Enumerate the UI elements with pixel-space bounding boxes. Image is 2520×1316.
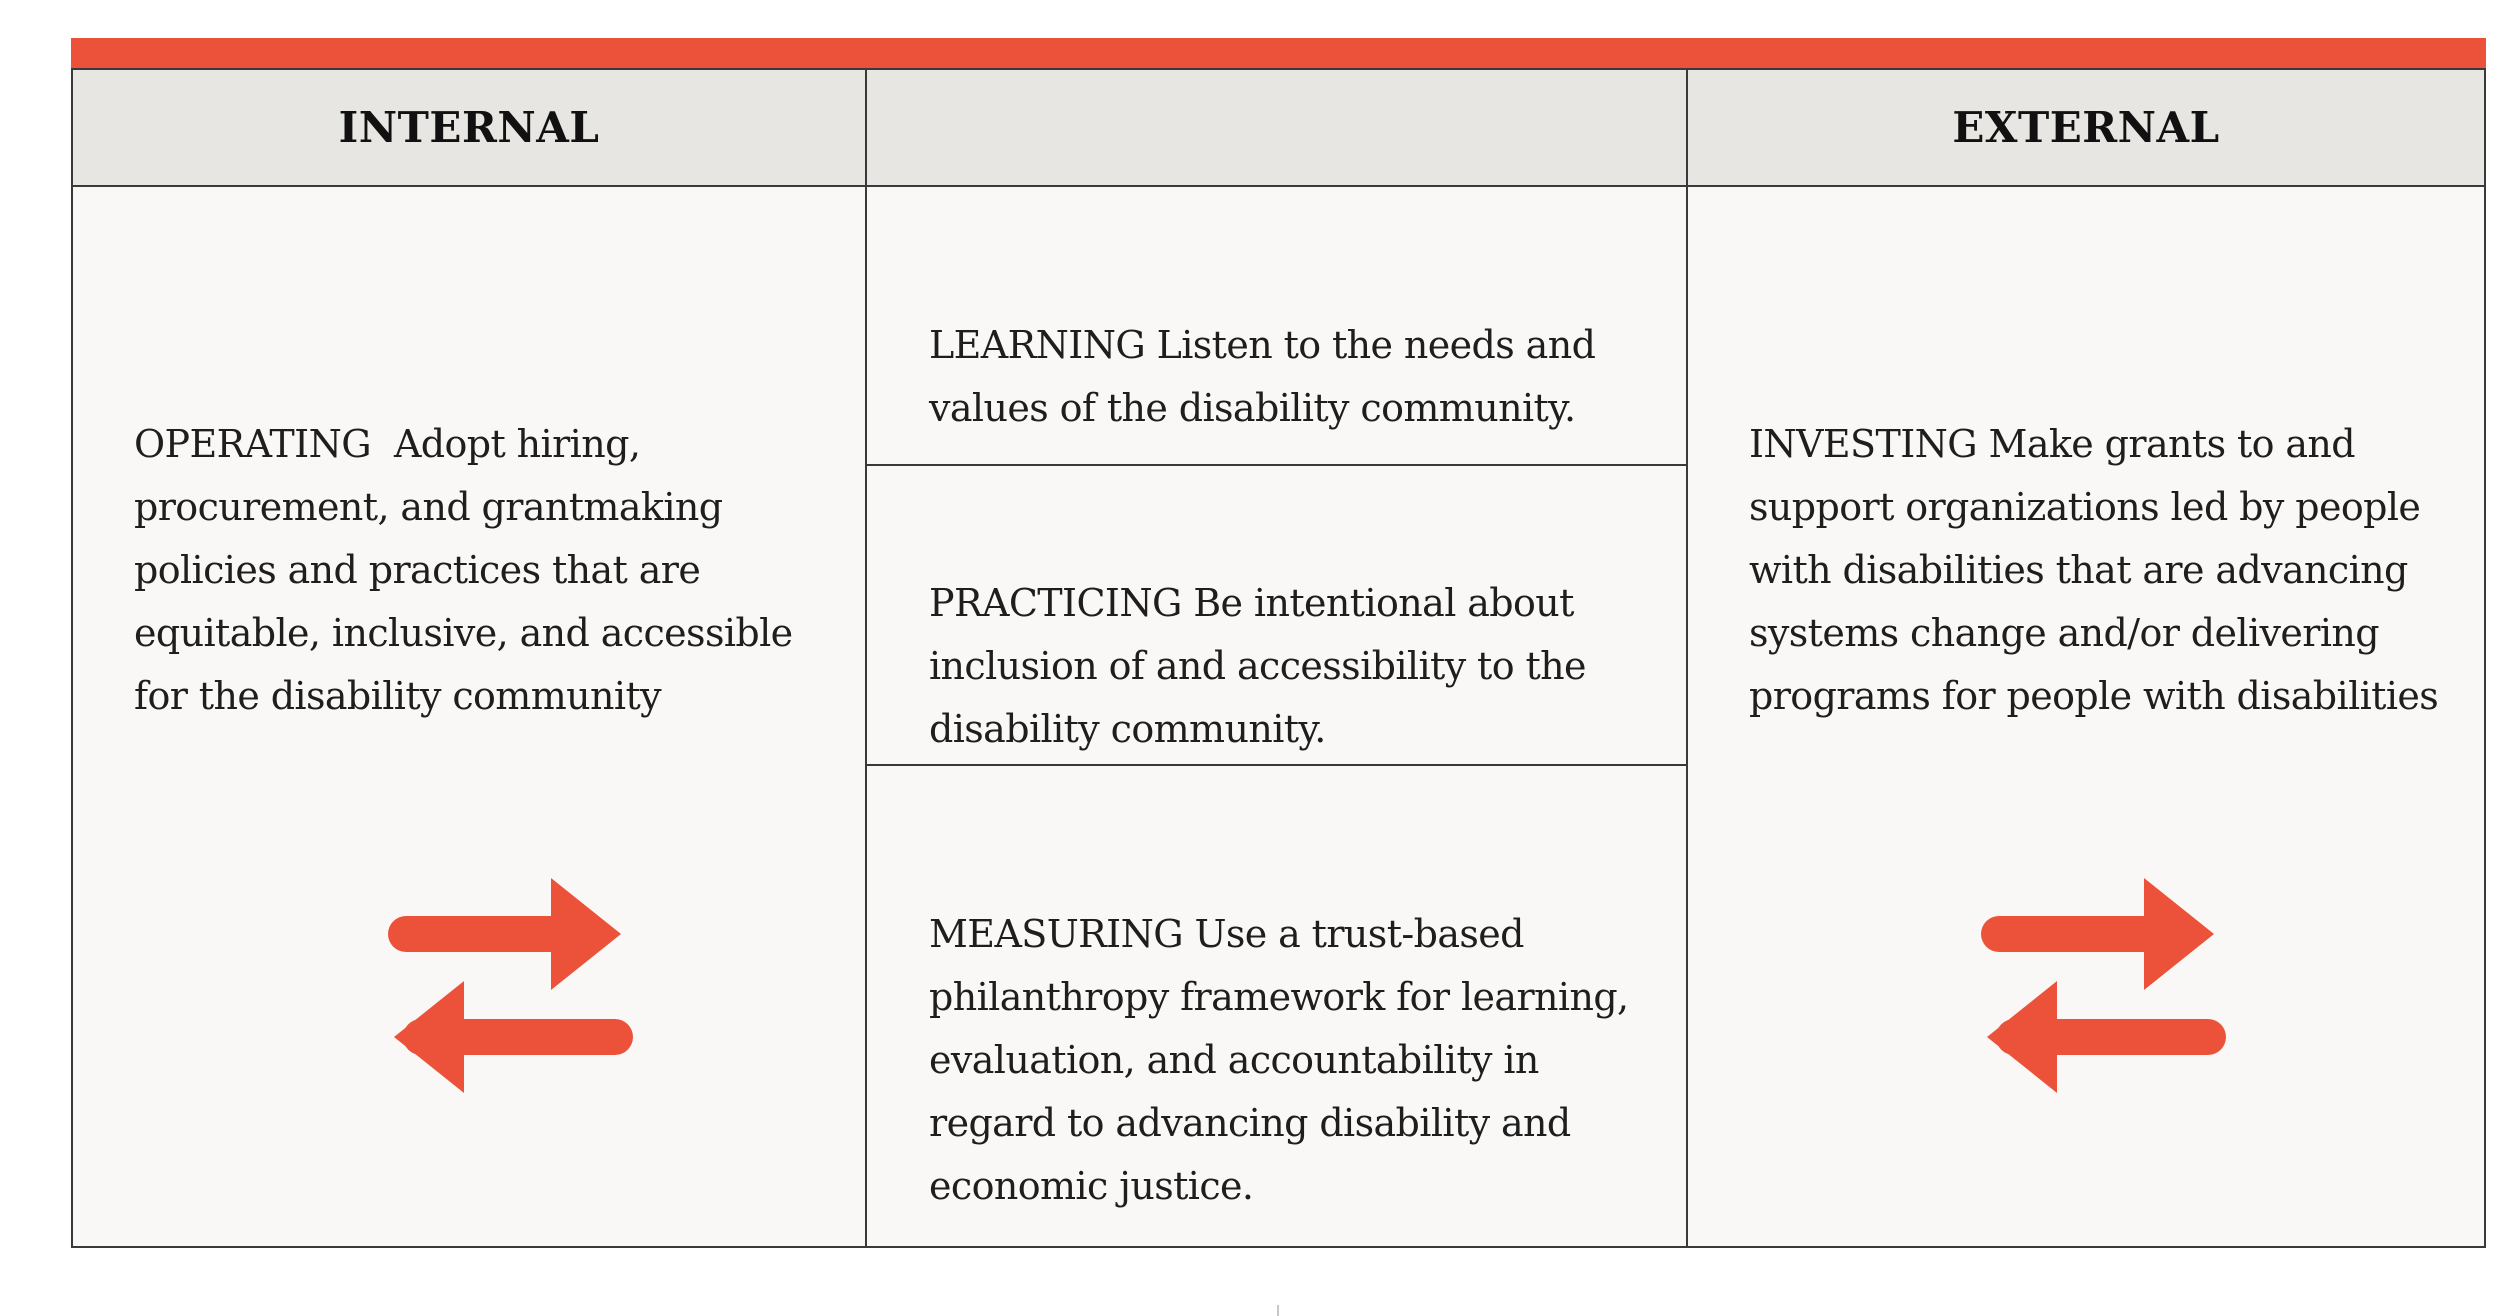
page-marker	[1277, 1305, 1279, 1316]
exchange-arrows-icon	[1911, 876, 2231, 1116]
operating-text: OPERATING Adopt hiring, procurement, and grantmaking policies and practices that are equitable, inclusive, and accessible for the disability community	[134, 422, 805, 718]
header-row	[73, 70, 2484, 187]
arrow-right	[388, 878, 621, 990]
arrow-right	[1981, 878, 2214, 990]
internal-header: INTERNAL	[338, 103, 600, 152]
row-divider-1	[867, 464, 1686, 466]
row-divider-2	[867, 764, 1686, 766]
middle-header	[867, 70, 1686, 185]
table-grid	[71, 68, 2486, 1248]
arrow-left	[1987, 981, 2226, 1093]
accent-bar	[71, 38, 2486, 68]
exchange-arrows-icon	[318, 876, 638, 1116]
column-divider-right	[1686, 70, 1688, 1246]
measuring-text: MEASURING Use a trust-based philanthropy framework for learning, evaluation, and accountability in regard to advancing disability and economic justice.	[929, 912, 1641, 1208]
framework-table	[71, 38, 2486, 1248]
learning-text: LEARNING Listen to the needs and values of the disability community.	[929, 323, 1607, 430]
column-divider-left	[865, 70, 867, 1246]
investing-text: INVESTING Make grants to and support organizations led by people with disabilities that are advancing systems change and/or delivering programs for people with disabilities	[1749, 422, 2439, 718]
practicing-text: PRACTICING Be intentional about inclusion of and accessibility to the disability community.	[929, 581, 1598, 751]
external-header: EXTERNAL	[1952, 103, 2220, 152]
arrow-left	[394, 981, 633, 1093]
